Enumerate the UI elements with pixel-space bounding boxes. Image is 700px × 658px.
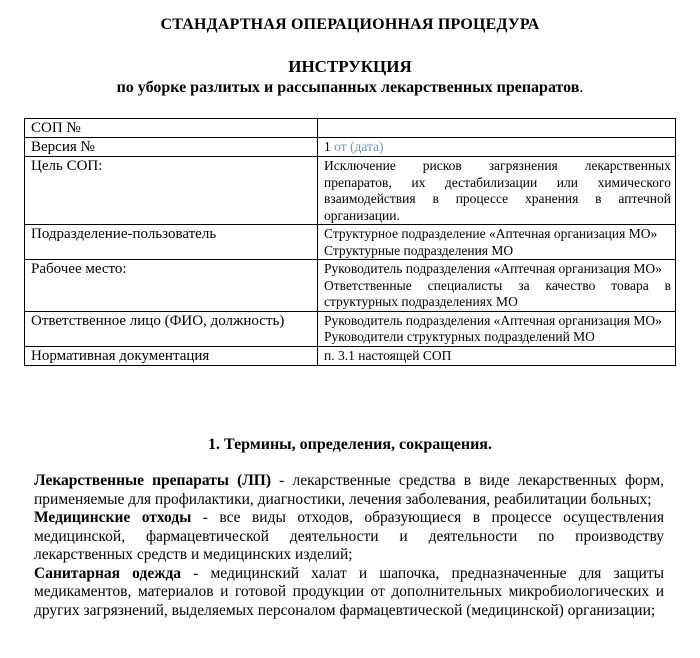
sop-number-label: СОП №	[25, 119, 318, 138]
sop-number-value	[318, 119, 676, 138]
table-row	[25, 311, 676, 346]
instruction-subtitle	[0, 79, 700, 97]
term-definition	[34, 509, 664, 565]
instruction-subtitle-period: .	[579, 79, 584, 96]
term-name: Лекарственные препараты (ЛП)	[34, 472, 272, 489]
sop-title: СТАНДАРТНАЯ ОПЕРАЦИОННАЯ ПРОЦЕДУРА	[160, 16, 540, 33]
workplace-value	[318, 260, 676, 312]
sop-info-table	[24, 118, 676, 366]
docs-label: Нормативная документация	[25, 346, 318, 365]
workplace-line-2: Ответственные специалисты за качество товара в структурных подразделениях МО	[324, 277, 671, 309]
table-row	[25, 260, 676, 312]
responsible-line-2: Руководители структурных подразделений МО	[324, 329, 595, 344]
instruction-subtitle-text: по уборке разлитых и рассыпанных лекарственных препаратов	[116, 79, 580, 96]
responsible-label: Ответственное лицо (ФИО, должность)	[25, 311, 318, 346]
department-label: Подразделение-пользователь	[25, 225, 318, 260]
workplace-label: Рабочее место:	[25, 260, 318, 312]
term-definition	[34, 565, 664, 621]
workplace-line-1: Руководитель подразделения «Аптечная организация МО»	[324, 261, 662, 276]
term-text: - лекарственные средства в виде лекарственных форм, применяемые для профилактики, диагностики, лечения заболевания, реабилитации больных;	[34, 472, 665, 508]
docs-value: п. 3.1 настоящей СОП	[318, 346, 676, 365]
instruction-title: ИНСТРУКЦИЯ	[288, 57, 412, 76]
table-row	[25, 157, 676, 225]
table-row	[25, 138, 676, 157]
table-row	[25, 225, 676, 260]
goal-value: Исключение рисков загрязнения лекарственных препаратов, их дестабилизации или химического взаимодействия в процессе хранения в аптечной организации.	[318, 157, 676, 225]
terms-list	[34, 472, 664, 620]
term-definition	[34, 472, 664, 509]
version-label: Версия №	[25, 138, 318, 157]
table-row	[25, 346, 676, 365]
version-value-cell	[318, 138, 676, 157]
department-line-1: Структурное подразделение «Аптечная организация МО»	[324, 226, 658, 241]
term-name: Санитарная одежда	[34, 564, 182, 582]
department-line-2: Структурные подразделения МО	[324, 242, 514, 258]
term-text: - медицинский халат и шапочка, предназначенные для защиты медикаментов, материалов и готовой продукции от дополнительных микробиологических и других загрязнений, выделяемых персоналом фармацевтической (медицинской) организации;	[34, 564, 665, 619]
term-name: Медицинские отходы	[34, 509, 192, 526]
responsible-value	[318, 311, 676, 346]
section-1-title: 1. Термины, определения, сокращения.	[208, 436, 492, 453]
goal-label: Цель СОП:	[25, 157, 318, 225]
version-date-hint: от (дата)	[334, 139, 384, 154]
department-value	[318, 225, 676, 260]
term-text: - все виды отходов, образующиеся в процессе осуществления медицинской, фармацевтической деятельности и деятельности по производству лекарственных средств и медицинских изделий;	[34, 509, 664, 563]
version-value: 1	[324, 139, 331, 154]
responsible-line-1: Руководитель подразделения «Аптечная организация МО»	[324, 312, 662, 328]
table-row	[25, 119, 676, 138]
